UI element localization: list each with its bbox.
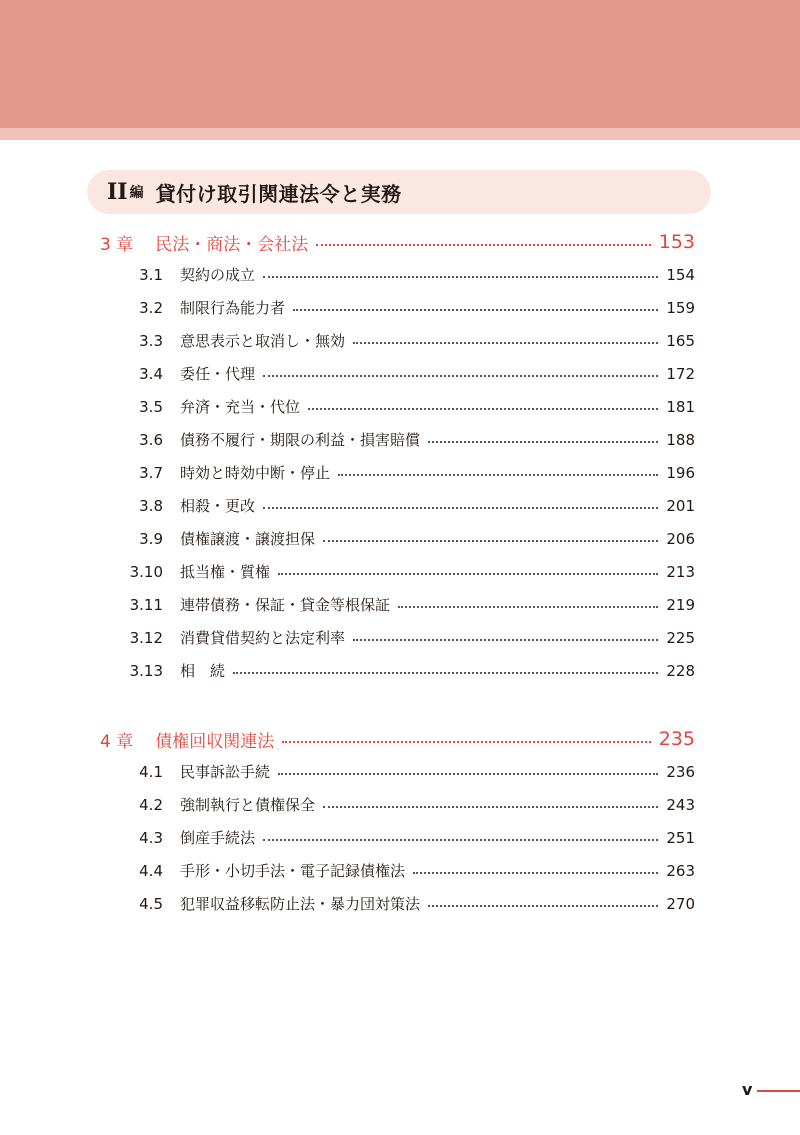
section-title: 倒産手続法	[180, 829, 256, 847]
section-page: 270	[666, 894, 695, 913]
section-number: 4.5	[139, 894, 163, 913]
chapter-page: 235	[658, 728, 695, 750]
section-title: 手形・小切手法・電子記録債権法	[180, 862, 406, 880]
section-number: 4.4	[139, 861, 163, 880]
section-title: 犯罪収益移転防止法・暴力団対策法	[180, 895, 421, 913]
section-number: 3.9	[139, 529, 163, 548]
dot-leader	[353, 342, 658, 344]
section-page: 225	[666, 628, 695, 647]
part-title: 貸付け取引関連法令と実務	[155, 181, 402, 206]
toc-entry-3-4[interactable]	[100, 357, 695, 390]
section-page: 196	[666, 463, 695, 482]
section-number: 3.10	[129, 562, 163, 581]
dot-leader	[282, 741, 651, 743]
section-number: 3.5	[139, 397, 163, 416]
section-page: 263	[666, 861, 695, 880]
dot-leader	[338, 474, 658, 476]
dot-leader	[233, 672, 658, 674]
dot-leader	[263, 375, 658, 377]
section-page: 159	[666, 298, 695, 317]
toc-entry-3-3[interactable]	[100, 324, 695, 357]
dot-leader	[323, 540, 658, 542]
toc-chapter-4[interactable]	[100, 722, 695, 756]
toc-entry-3-12[interactable]	[100, 621, 695, 654]
toc-entry-3-10[interactable]	[100, 555, 695, 588]
section-title: 民事訴訟手続	[180, 763, 271, 781]
section-title: 連帯債務・保証・貸金等根保証	[180, 596, 391, 614]
toc-chapter-3[interactable]	[100, 225, 695, 259]
section-page: 251	[666, 828, 695, 847]
chapter-page: 153	[658, 231, 695, 253]
part-number: II	[107, 179, 128, 205]
section-number: 3.1	[139, 265, 163, 284]
section-title: 制限行為能力者	[180, 299, 286, 317]
toc-entry-3-7[interactable]	[100, 456, 695, 489]
section-number: 3.8	[139, 496, 163, 515]
section-title: 委任・代理	[180, 365, 256, 383]
section-title: 弁済・充当・代位	[180, 398, 301, 416]
toc-entry-4-4[interactable]	[100, 854, 695, 887]
dot-leader	[428, 441, 658, 443]
section-page: 219	[666, 595, 695, 614]
section-page: 188	[666, 430, 695, 449]
dot-leader	[323, 806, 658, 808]
section-title: 債務不履行・期限の利益・損害賠償	[180, 431, 421, 449]
section-page: 228	[666, 661, 695, 680]
section-number: 3.11	[129, 595, 163, 614]
section-title: 相殺・更改	[180, 497, 256, 515]
dot-leader	[263, 839, 658, 841]
section-number: 4.1	[139, 762, 163, 781]
section-title: 債権譲渡・譲渡担保	[180, 530, 316, 548]
section-number: 4.3	[139, 828, 163, 847]
dot-leader	[263, 276, 658, 278]
toc-entry-4-1[interactable]	[100, 755, 695, 788]
header-stripe	[0, 128, 800, 140]
section-number: 3.3	[139, 331, 163, 350]
section-page: 172	[666, 364, 695, 383]
header-band	[0, 0, 800, 128]
section-title: 契約の成立	[180, 266, 256, 284]
section-title: 強制執行と債権保全	[180, 796, 316, 814]
toc-entry-4-3[interactable]	[100, 821, 695, 854]
section-page: 181	[666, 397, 695, 416]
dot-leader	[398, 606, 658, 608]
dot-leader	[316, 244, 651, 246]
chapter-title: 民法・商法・会社法	[155, 234, 309, 255]
dot-leader	[278, 573, 658, 575]
toc-entry-3-5[interactable]	[100, 390, 695, 423]
dot-leader	[263, 507, 658, 509]
section-number: 3.4	[139, 364, 163, 383]
section-number: 3.13	[129, 661, 163, 680]
section-page: 213	[666, 562, 695, 581]
section-title: 意思表示と取消し・無効	[180, 332, 346, 350]
toc-entry-3-6[interactable]	[100, 423, 695, 456]
section-page: 154	[666, 265, 695, 284]
dot-leader	[278, 773, 658, 775]
section-page: 243	[666, 795, 695, 814]
toc-entry-3-9[interactable]	[100, 522, 695, 555]
dot-leader	[308, 408, 658, 410]
dot-leader	[428, 905, 658, 907]
section-number: 3.6	[139, 430, 163, 449]
section-page: 206	[666, 529, 695, 548]
section-title: 抵当権・質権	[180, 563, 271, 581]
section-number: 4.2	[139, 795, 163, 814]
chapter-number: 3 章	[100, 234, 134, 255]
toc-entry-3-2[interactable]	[100, 291, 695, 324]
section-page: 165	[666, 331, 695, 350]
toc-entry-4-2[interactable]	[100, 788, 695, 821]
folio-rule	[757, 1090, 800, 1092]
toc-entry-3-11[interactable]	[100, 588, 695, 621]
section-page: 236	[666, 762, 695, 781]
toc-entry-3-8[interactable]	[100, 489, 695, 522]
section-number: 3.7	[139, 463, 163, 482]
part-heading	[87, 170, 711, 214]
toc-entry-4-5[interactable]	[100, 887, 695, 920]
page-number: v	[742, 1080, 753, 1099]
chapter-number: 4 章	[100, 731, 134, 752]
dot-leader	[353, 639, 658, 641]
section-title: 消費貸借契約と法定利率	[180, 629, 346, 647]
dot-leader	[413, 872, 658, 874]
section-number: 3.2	[139, 298, 163, 317]
part-label: 編	[129, 185, 144, 201]
toc-entry-3-1[interactable]	[100, 258, 695, 291]
dot-leader	[293, 309, 658, 311]
section-page: 201	[666, 496, 695, 515]
section-number: 3.12	[129, 628, 163, 647]
toc-entry-3-13[interactable]	[100, 654, 695, 687]
chapter-title: 債権回収関連法	[155, 731, 275, 752]
section-title: 時効と時効中断・停止	[180, 464, 331, 482]
section-title: 相 続	[180, 662, 226, 680]
